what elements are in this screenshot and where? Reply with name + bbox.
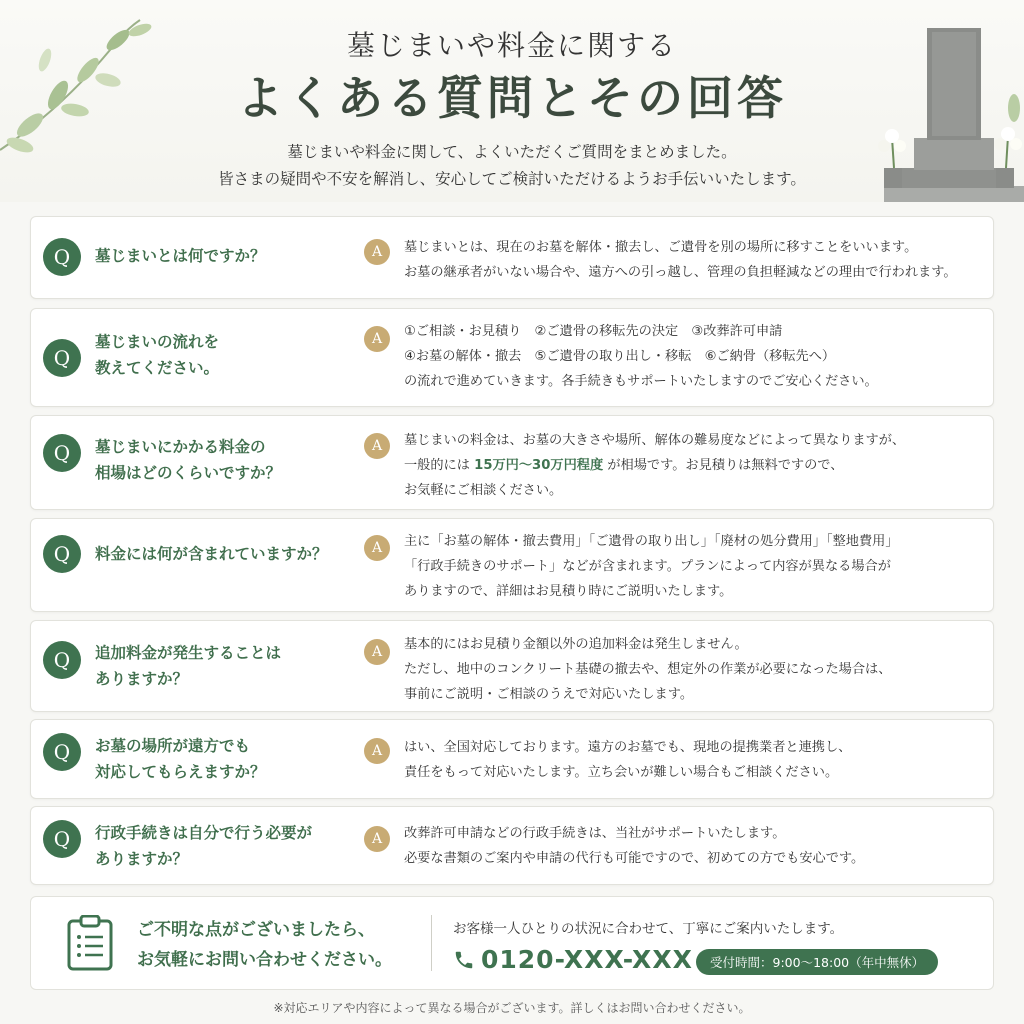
question-text: 料金には何が含まれていますか？ [95,545,328,563]
question-text: 墓じまいにかかる料金の 相場はどのくらいですか？ [95,438,282,482]
price-range-highlight: 15万円〜30万円程度 [474,458,604,473]
question-text: 墓じまいの流れを 教えてください。 [95,333,220,377]
contact-note: お客様一人ひとりの状況に合わせて、丁寧にご案内いたします。 [453,921,844,937]
phone-icon [453,949,475,971]
faq-item [30,518,994,612]
question-badge: Q [43,238,81,276]
contact-box [30,896,994,990]
question-badge: Q [43,339,81,377]
faq-item [30,719,994,799]
answer-text: 主に「お墓の解体・撤去費用」「ご遺骨の取り出し」「廃材の処分費用」「整地費用」 「行政手続きのサポート」などが含まれます。プランによって内容が異なる場合が ありますので、詳細はお見積り時にご説明いたします。 [404,534,899,599]
question-text: 行政手続きは自分で行う必要が ありますか？ [95,824,313,868]
answer-badge: A [364,535,390,561]
faq-item [30,620,994,712]
answer-badge: A [364,239,390,265]
question-text: 墓じまいとは何ですか？ [95,247,266,265]
question-text: 追加料金が発生することは ありますか？ [95,644,282,688]
clipboard-icon [67,915,113,971]
footnote: ※対応エリアや内容によって異なる場合がございます。詳しくはお問い合わせください。 [273,1001,751,1015]
answer-text: 墓じまいの料金は、お墓の大きさや場所、解体の難易度などによって異なりますが、 一般的には 15万円〜30万円程度 が相場です。お見積りは無料ですので、 お気軽にご相談ください。 [404,433,906,498]
question-badge: Q [43,434,81,472]
answer-text: 墓じまいとは、現在のお墓を解体・撤去し、ご遺骨を別の場所に移すことをいいます。 お墓の継承者がいない場合や、遠方への引っ越し、管理の負担軽減などの理由で行われます。 [404,240,957,280]
answer-text: 改葬許可申請などの行政手続きは、当社がサポートいたします。 必要な書類のご案内や申請の代行も可能ですので、初めての方でも安心です。 [404,826,865,866]
faq-item [30,216,994,299]
question-badge: Q [43,535,81,573]
faq-item [30,308,994,407]
question-badge: Q [43,820,81,858]
answer-badge: A [364,433,390,459]
divider [431,915,432,971]
answer-badge: A [364,738,390,764]
header [0,0,1024,202]
contact-message: ご不明な点がございましたら、 お気軽にお問い合わせください。 [137,920,392,970]
page-title: よくある質問とその回答 [237,71,787,125]
answer-text: 基本的にはお見積り金額以外の追加料金は発生しません。 ただし、地中のコンクリート基礎の撤去や、想定外の作業が必要になった場合は、 事前にご説明・ご相談のうえで対応いたします。 [404,637,892,702]
question-text: お墓の場所が遠方でも 対応してもらえますか？ [95,737,266,781]
answer-text: はい、全国対応しております。遠方のお墓でも、現地の提携業者と連携し、 責任をもって対応いたします。立ち会いが難しい場合もご相談ください。 [404,740,852,780]
faq-item [30,415,994,510]
answer-badge: A [364,326,390,352]
business-hours-badge: 受付時間：9:00〜18:00（年中無休） [696,949,938,975]
lead-text: 墓じまいや料金に関して、よくいただくご質問をまとめました。 [287,143,737,161]
question-badge: Q [43,641,81,679]
answer-badge: A [364,826,390,852]
answer-badge: A [364,639,390,665]
phone-number[interactable]: 0120-XXX-XXX [481,945,693,974]
faq-item [30,806,994,885]
lead-text: 皆さまの疑問や不安を解消し、安心してご検討いただけるようお手伝いいたします。 [218,170,806,188]
answer-text: ①ご相談・お見積り ②ご遺骨の移転先の決定 ③改葬許可申請 ④お墓の解体・撤去 ⑤ご遺骨の取り出し・移転 ⑥ご納骨（移転先へ） の流れで進めていきます。各手続きもサポートいたしますのでご安心ください。 [404,324,878,389]
page-subtitle: 墓じまいや料金に関する [346,29,677,62]
question-badge: Q [43,733,81,771]
